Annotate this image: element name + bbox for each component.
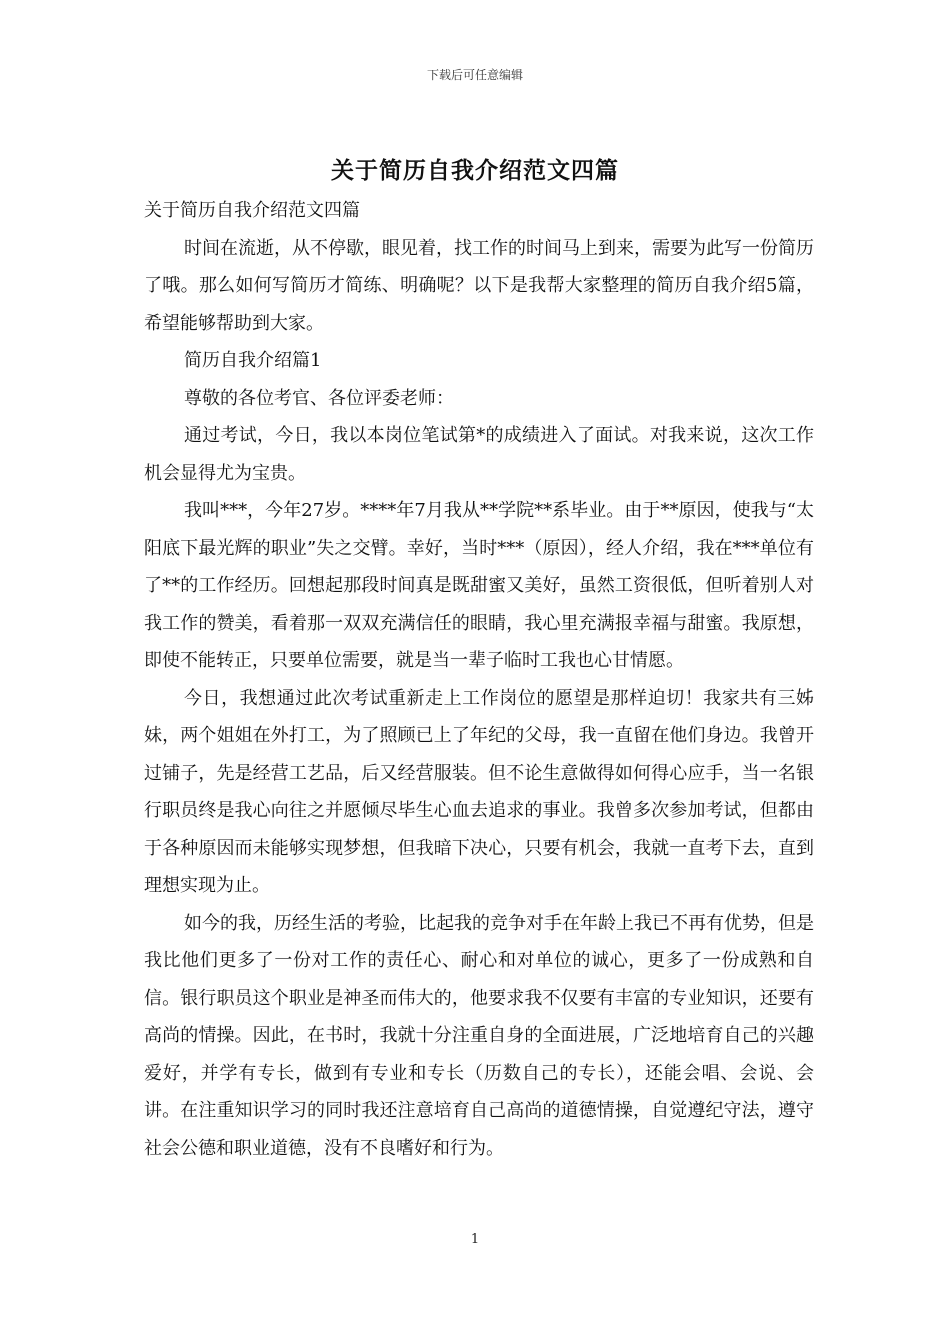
paragraph-intro: 时间在流逝，从不停歇，眼见着，找工作的时间马上到来，需要为此写一份简历了哦。那么如何写简历才简练、明确呢？以下是我帮大家整理的简历自我介绍5篇，希望能够帮助到大家。 — [144, 237, 814, 334]
paragraph-body: 如今的我，历经生活的考验，比起我的竞争对手在年龄上我已不再有优势，但是我比他们更多了一份对工作的责任心、耐心和对单位的诚心，更多了一份成熟和自信。银行职员这个职业是神圣而伟大的，他要求我不仅要有丰富的专业知识，还要有高尚的情操。因此，在书时，我就十分注重自身的全面进展，广泛地培育自己的兴趣爱好，并学有专长，做到有专业和专长（历数自己的专长），还能会唱、会说、会讲。在注重知识学习的同时我还注意培育自己高尚的道德情操，自觉遵纪守法，遵守社会公德和职业道德，没有不良嗜好和行为。 — [144, 912, 814, 1159]
paragraph-salutation: 尊敬的各位考官、各位评委老师： — [184, 387, 454, 409]
document-title: 关于简历自我介绍范文四篇 — [331, 157, 619, 184]
paragraph-body: 通过考试，今日，我以本岗位笔试第*的成绩进入了面试。对我来说，这次工作机会显得尤为宝贵。 — [144, 425, 814, 484]
paragraph-subtitle: 关于简历自我介绍范文四篇 — [144, 200, 360, 221]
paragraph-body: 今日，我想通过此次考试重新走上工作岗位的愿望是那样迫切！我家共有三姊妹，两个姐姐在外打工，为了照顾已上了年纪的父母，我一直留在他们身边。我曾开过铺子，先是经营工艺品，后又经营服装。但不论生意做得如何得心应手，当一名银行职员终是我心向往之并愿倾尽毕生心血去追求的事业。我曾多次参加考试，但都由于各种原因而未能够实现梦想，但我暗下决心，只要有机会，我就一直考下去，直到理想实现为止。 — [144, 687, 814, 896]
paragraph-body: 我叫***，今年27岁。****年7月我从**学院**系毕业。由于**原因，使我与“太阳底下最光辉的职业”失之交臂。幸好，当时***（原因），经人介绍，我在***单位有了**的工作经历。回想起那段时间真是既甜蜜又美好，虽然工资很低，但听着别人对我工作的赞美，看着那一双双充满信任的眼睛，我心里充满报幸福与甜蜜。我原想，即使不能转正，只要单位需要，就是当一辈子临时工我也心甘情愿。 — [144, 500, 814, 671]
page-number: 1 — [470, 1232, 480, 1247]
document-body — [144, 192, 814, 1167]
paragraph-section-heading: 简历自我介绍篇1 — [184, 350, 322, 371]
header-note: 下载后可任意编辑 — [426, 68, 523, 82]
